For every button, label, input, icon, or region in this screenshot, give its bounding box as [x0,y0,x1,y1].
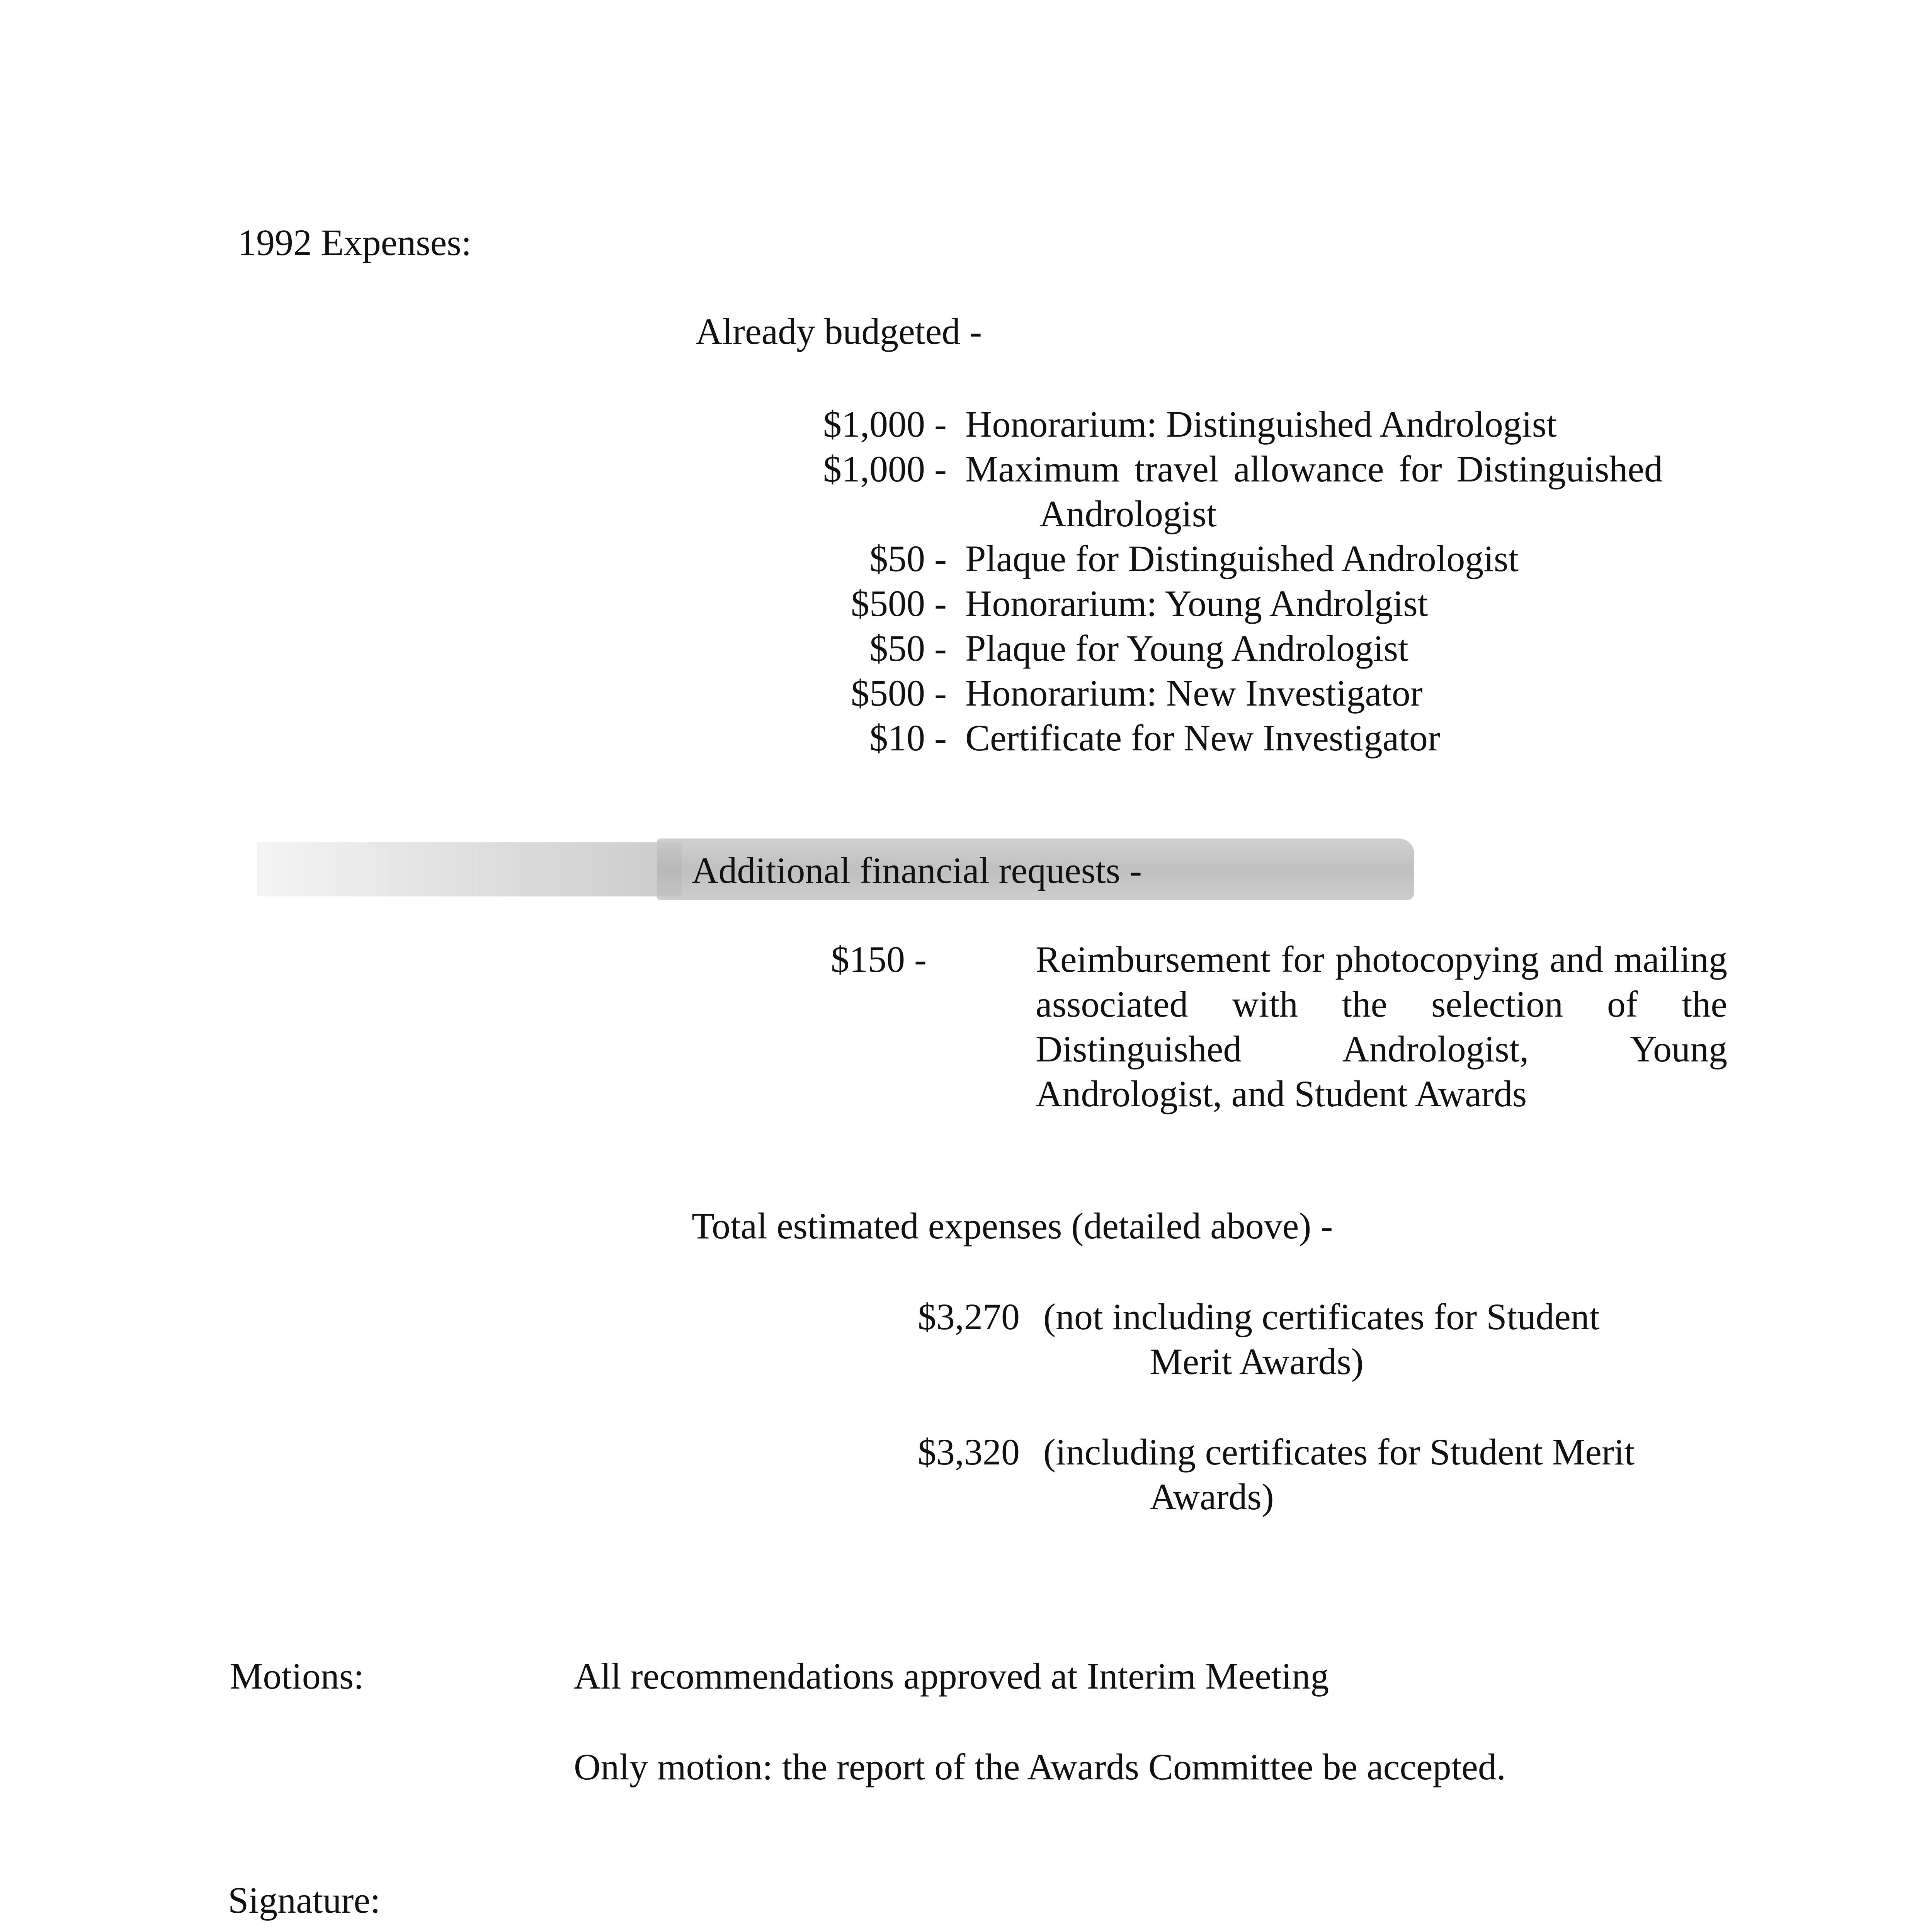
total-amount: $3,320 [918,1431,1020,1473]
budget-item [773,447,1663,492]
budget-item-text: Plaque for Young Andrologist [965,628,1408,669]
budget-item-amount: $1,000 - [823,403,947,445]
budget-item-text: Honorarium: Young Androlgist [965,583,1428,624]
budget-item [773,671,1423,716]
total-text-continuation: Merit Awards) [1150,1341,1364,1382]
already-budgeted-heading: Already budgeted - [696,311,982,352]
motions-line-2: Only motion: the report of the Awards Committee be accepted. [574,1746,1506,1787]
budget-item [773,536,1519,581]
motions-line-1: All recommendations approved at Interim Meeting [574,1655,1329,1697]
budget-item-text: Maximum travel allowance for Distinguished [965,448,1663,490]
total-text-continuation: Awards) [1150,1476,1274,1517]
highlighter-mark-lead [257,842,682,896]
budget-item-text: Certificate for New Investigator [965,717,1440,759]
budget-item [773,402,1557,447]
total-amount: $3,270 [918,1296,1020,1337]
additional-request-amount: $150 - [831,939,927,980]
budget-item [773,581,1428,626]
budget-item-text: Honorarium: New Investigator [965,672,1423,714]
additional-requests-heading: Additional financial requests - [692,850,1142,891]
budget-item-amount: $500 - [851,672,947,714]
additional-request-text: Reimbursement for photocopying and mailing associated with the selection of the Distinguished Andrologist, Young Andrologist, and Student Awards [1036,939,1727,1114]
budget-item-continuation: Andrologist [1039,493,1217,534]
budget-item-amount: $50 - [869,538,947,579]
budget-item-amount: $10 - [869,717,947,759]
budget-item-text: Honorarium: Distinguished Andrologist [965,403,1557,445]
budget-item [773,626,1408,671]
budget-item-text: Plaque for Distinguished Andrologist [965,538,1519,579]
budget-item-amount: $1,000 - [823,448,947,490]
expenses-label: 1992 Expenses: [238,222,472,263]
budget-item [773,716,1440,760]
total-text: (not including certificates for Student [1043,1296,1600,1337]
budget-item-amount: $500 - [851,583,947,624]
signature-label: Signature: [228,1879,381,1921]
total-text: (including certificates for Student Merit [1043,1431,1635,1473]
total-heading: Total estimated expenses (detailed above) - [692,1205,1333,1247]
budget-item-amount: $50 - [869,628,947,669]
motions-label: Motions: [230,1655,364,1697]
